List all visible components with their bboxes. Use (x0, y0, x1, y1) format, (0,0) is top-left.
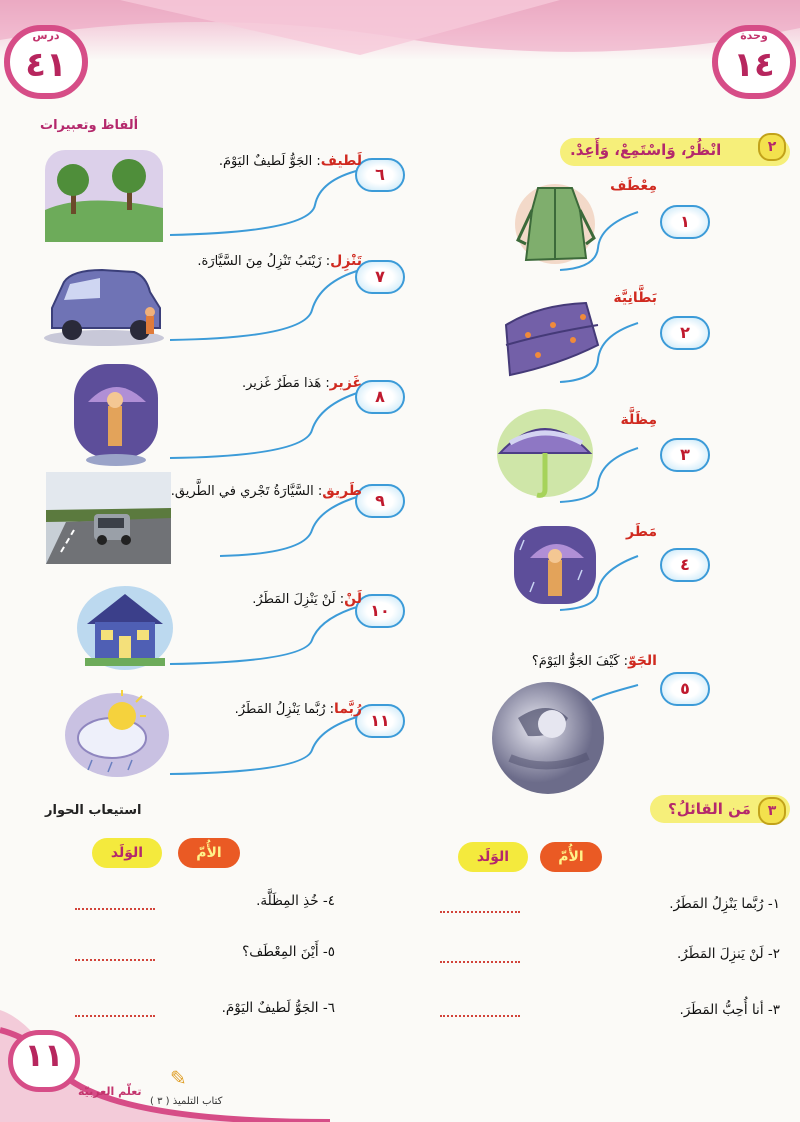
look-section-number: ٢ (758, 133, 786, 161)
weather-globe-picture (488, 678, 608, 798)
item-word-2: بَطَّانِيَّة (613, 290, 657, 306)
look-title: انْظُرْ، وَاسْتَمِعْ، وَأَعِدْ. (570, 141, 722, 159)
maybe-rain-picture (62, 690, 172, 780)
unit-number: ١٤ (733, 45, 775, 85)
item-sentence-10: : لَنْ يَنْزِلَ المَطَرُ. (252, 592, 345, 607)
mother-tag-left: الأُمّ (178, 838, 240, 868)
item-bubble-11: ١١ (355, 704, 405, 738)
item-row-9 (171, 480, 362, 499)
who-section-number: ٣ (758, 797, 786, 825)
item-word-6: لَطيف (320, 153, 362, 169)
comprehension-title: استيعاب الحوار (45, 803, 142, 818)
dialogue-line-5: ٥- أَيْنَ المِعْطَف؟ (242, 944, 335, 960)
house-picture (75, 580, 175, 670)
dialogue-line-3: ٣- أنا أُحِبُّ المَطَرَ. (679, 1002, 780, 1018)
item-bubble-10: ١٠ (355, 594, 405, 628)
item-bubble-3: ٣ (660, 438, 710, 472)
umbrella-picture (490, 405, 600, 505)
item-word-7: تَنْزِل (330, 253, 362, 269)
lesson-label: درس (32, 29, 60, 42)
item-bubble-2: ٢ (660, 316, 710, 350)
unit-label: وحدة (740, 29, 768, 42)
book-title: تعلّم العربيّة (78, 1085, 142, 1098)
heavy-rain-picture (72, 362, 160, 468)
item-sentence-5: : كَيْفَ الجَوُّ اليَوْمَ؟ (531, 654, 629, 669)
item-row-6 (219, 150, 362, 169)
book-subtitle: كتاب التلميذ ( ٣ ) (150, 1096, 223, 1107)
answer-line-1[interactable] (440, 910, 520, 913)
item-row-5 (532, 650, 657, 669)
landscape-picture (45, 150, 163, 242)
dialogue-line-4: ٤- خُذِ المِظَلَّة. (256, 893, 335, 909)
item-row-11 (235, 698, 362, 717)
answer-line-2[interactable] (440, 960, 520, 963)
item-bubble-9: ٩ (355, 484, 405, 518)
item-bubble-5: ٥ (660, 672, 710, 706)
dialogue-line-2: ٢- لَنْ يَنزِلَ المَطَرُ. (677, 946, 780, 962)
dialogue-line-1: ١- رُبَّما يَنْزِلُ المَطَرُ. (669, 896, 780, 912)
who-title: مَن القائلُ؟ (668, 800, 751, 818)
item-sentence-11: : رُبَّما يَنْزِلُ المَطَرُ. (234, 702, 335, 717)
item-word-9: طَريق (322, 483, 362, 499)
item-word-8: غَزير (329, 375, 362, 391)
item-bubble-4: ٤ (660, 548, 710, 582)
answer-line-5[interactable] (75, 958, 155, 961)
item-word-1: مِعْطَف (610, 178, 657, 194)
pencil-icon: ✎ (170, 1066, 187, 1090)
item-sentence-8: : هَذا مَطَرٌ غَزير. (241, 376, 330, 391)
rain-picture (510, 520, 600, 612)
boy-tag-right: الوَلَد (458, 842, 528, 872)
item-bubble-7: ٧ (355, 260, 405, 294)
dialogue-line-6: ٦- الجَوُّ لَطيفٌ اليَوْمَ. (221, 1000, 335, 1016)
item-bubble-8: ٨ (355, 380, 405, 414)
boy-tag-left: الوَلَد (92, 838, 162, 868)
item-word-4: مَطَر (625, 524, 657, 540)
item-row-10 (252, 588, 362, 607)
answer-line-3[interactable] (440, 1014, 520, 1017)
item-word-11: رُبَّما (334, 701, 362, 717)
answer-line-4[interactable] (75, 907, 155, 910)
coat-picture (510, 180, 600, 268)
mother-tag-right: الأُمّ (540, 842, 602, 872)
road-photo (46, 472, 171, 564)
blanket-picture (498, 295, 603, 380)
item-word-10: لَنْ (344, 591, 362, 607)
lesson-number: ٤١ (25, 45, 67, 85)
item-row-8 (242, 372, 362, 391)
car-picture (42, 258, 167, 348)
item-row-7 (197, 250, 362, 269)
item-sentence-9: : السَّيَّارَةُ تَجْري في الطَّريق. (170, 484, 323, 499)
item-word-5: الجَوّ (628, 653, 657, 669)
item-bubble-6: ٦ (355, 158, 405, 192)
vocab-title: ألفاظ وتعبيرات (40, 118, 139, 133)
item-sentence-7: : زَيْنَبُ تَنْزِلُ مِنَ السَّيَّارَة. (197, 254, 331, 269)
page-number: ١١ (24, 1036, 64, 1074)
item-sentence-6: : الجَوُّ لَطيفٌ اليَوْمَ. (218, 154, 321, 169)
item-bubble-1: ١ (660, 205, 710, 239)
item-word-3: مِظَلَّة (620, 412, 657, 428)
